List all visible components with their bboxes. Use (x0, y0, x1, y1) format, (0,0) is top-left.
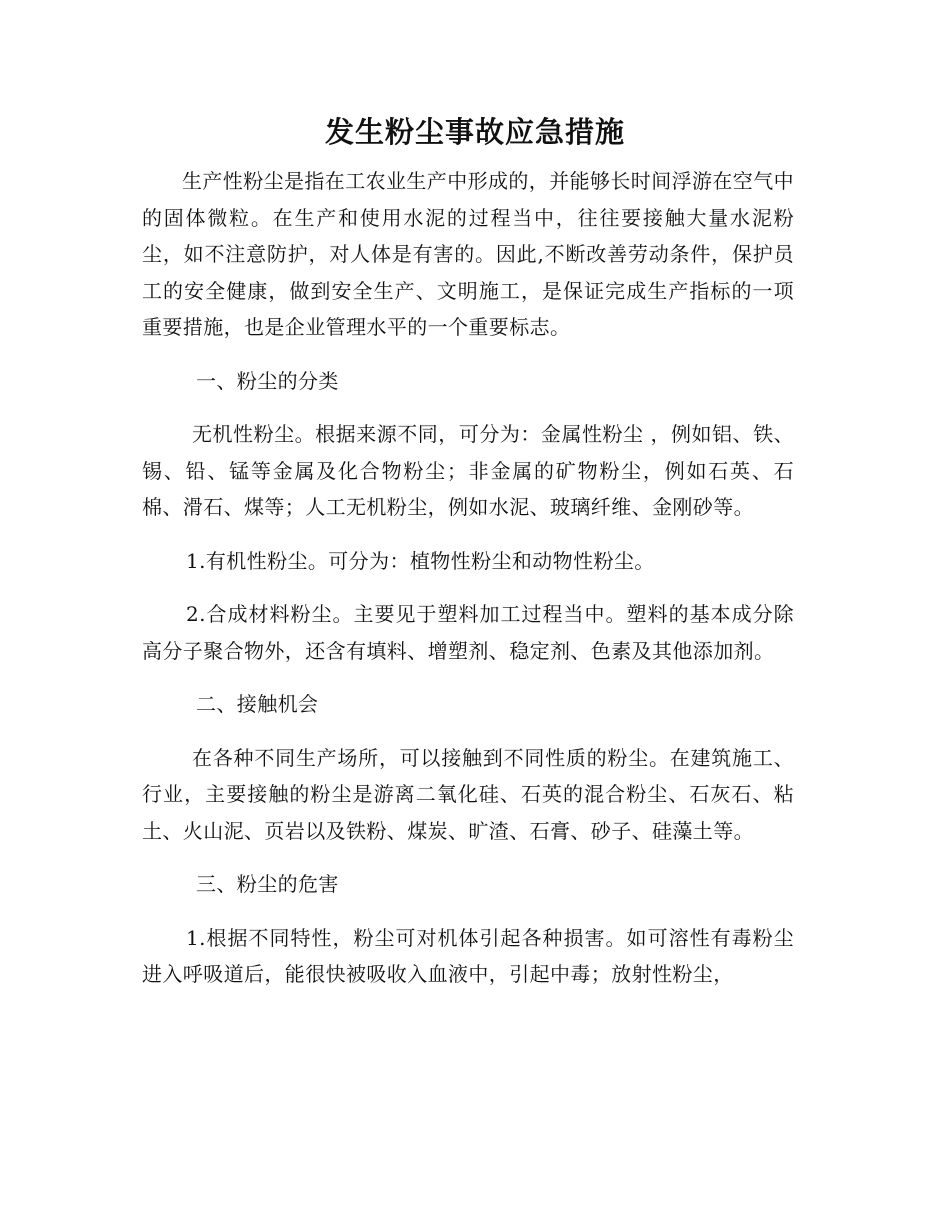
intro-paragraph: 生产性粉尘是指在工农业生产中形成的，并能够长时间浮游在空气中的固体微粒。在生产和使用水泥的过程当中，往往要接触大量水泥粉尘，如不注意防护，对人体是有害的。因此,不断改善劳动条件，保护员工的安全健康，做到安全生产、文明施工，是保证完成生产指标的一项重要措施，也是企业管理水平的一个重要标志。 (142, 169, 794, 339)
paragraph-synthetic-dust: 2.合成材料粉尘。主要见于塑料加工过程当中。塑料的基本成分除高分子聚合物外，还含有填料、增塑剂、稳定剂、色素及其他添加剂。 (142, 602, 794, 663)
section-heading-exposure: 二、接触机会 (196, 692, 319, 716)
paragraph-inorganic-dust: 无机性粉尘。根据来源不同，可分为：金属性粉尘 ，例如铝、铁、锡、铅、锰等金属及化合物粉尘；非金属的矿物粉尘，例如石英、石棉、滑石、煤等；人工无机粉尘，例如水泥、玻璃纤维、金刚砂等。 (142, 422, 794, 519)
document-body (142, 163, 794, 1010)
document-title: 发生粉尘事故应急措施 (324, 115, 625, 149)
section-heading-classification: 一、粉尘的分类 (196, 368, 339, 393)
paragraph-hazards: 1.根据不同特性，粉尘可对机体引起各种损害。如可溶性有毒粉尘进入呼吸道后，能很快被吸收入血液中，引起中毒；放射性粉尘， (142, 925, 794, 986)
paragraph-exposure: 在各种不同生产场所，可以接触到不同性质的粉尘。在建筑施工、行业，主要接触的粉尘是游离二氧化硅、石英的混合粉尘、石灰石、粘土、火山泥、页岩以及铁粉、煤炭、旷渣、石膏、砂子、硅藻土等。 (142, 745, 794, 843)
paragraph-organic-dust: 1.有机性粉尘。可分为：植物性粉尘和动物性粉尘。 (186, 548, 655, 573)
section-heading-hazards: 三、粉尘的危害 (196, 872, 339, 896)
